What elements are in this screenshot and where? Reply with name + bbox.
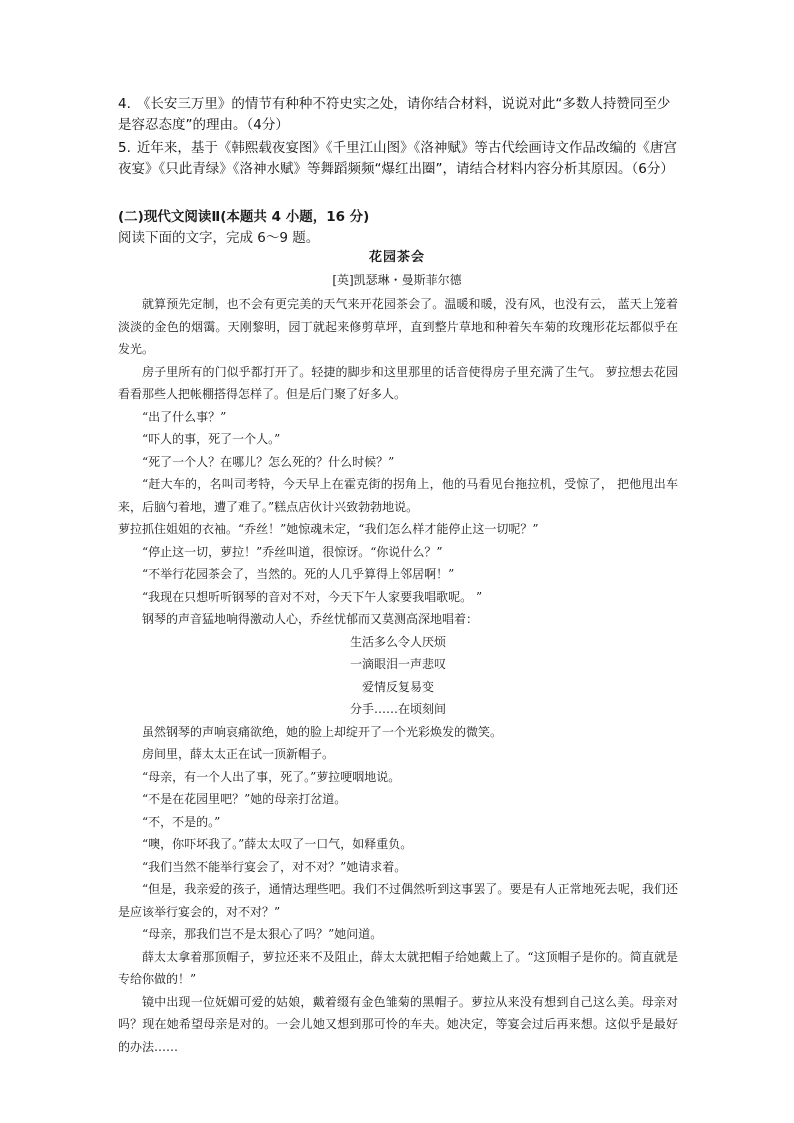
- poem-line: 爱情反复易变: [361, 679, 434, 694]
- question-number: 4.: [118, 96, 131, 112]
- story-body: [118, 293, 678, 1058]
- story-paragraph: “不举行花园茶会了，当然的。死的人几乎算得上邻居啊！”: [142, 567, 455, 581]
- poem-line: 分手……在顷刻间: [349, 702, 446, 716]
- question-text: 《长安三万里》的情节有种种不符史实之处，请你结合材料，说说对此“多数人持赞同至少是容忍态度”的理由。（4分）: [118, 96, 671, 133]
- story-paragraph: “不，不是的。”: [142, 814, 221, 829]
- story-paragraph: “噢，你吓坏我了。”薛太太叹了一口气，如释重负。: [142, 837, 413, 851]
- story-paragraph: “出了什么事？”: [142, 409, 227, 424]
- story-paragraph: “我们当然不能举行宴会了，对不对？”她请求着。: [142, 859, 407, 874]
- story-paragraph: 薛太太拿着那顶帽子，萝拉还来不及阻止，薛太太就把帽子给她戴上了。“这顶帽子是你的。简直就是专给你做的！”: [118, 949, 678, 986]
- question-number: 5.: [118, 140, 131, 156]
- story-paragraph: 房子里所有的门似乎都打开了。轻捷的脚步和这里那里的话音使得房子里充满了生气。 萝拉想去花园看看那些人把帐棚搭得怎样了。但是后门聚了好多人。: [118, 364, 678, 401]
- story-paragraph: “但是，我亲爱的孩子，通情达理些吧。我们不过偶然听到这事罢了。要是有人正常地死去呢，我们还是应该举行宴会的，对不对？”: [118, 882, 678, 919]
- section-title: (二)现代文阅读Ⅱ(本题共 4 小题，16 分): [118, 209, 370, 225]
- story-paragraph: “赶大车的，名叫司考特，今天早上在霍克街的拐角上，他的马看见台拖拉机，受惊了， 把他甩出车来，后脑勺着地，遭了难了。”糕点店伙计兴致勃勃地说。: [118, 477, 678, 514]
- section-instruction: 阅读下面的文字，完成 6～9 题。: [118, 230, 320, 246]
- story-paragraph: 房间里，薛太太正在试一顶新帽子。: [142, 747, 335, 761]
- story-paragraph: 虽然钢琴的声响哀痛欲绝，她的脸上却绽开了一个光彩焕发的微笑。: [142, 724, 503, 739]
- story-paragraph: “停止这一切，萝拉！”乔丝叫道，很惊讶。“你说什么？”: [142, 544, 443, 559]
- story-title: 花园茶会: [368, 250, 425, 265]
- story-paragraph: “不是在花园里吧？”她的母亲打岔道。: [142, 792, 347, 806]
- story-paragraph: 镜中出现一位妩媚可爱的姑娘，戴着缀有金色雏菊的黑帽子。萝拉从来没有想到自己这么美。母亲对吗？现在她希望母亲是对的。一会儿她又想到那可怜的车夫。她决定，等宴会过后再来想。这似乎是最好的办法……: [118, 994, 678, 1054]
- story-author: [英]凯瑟琳・曼斯菲尔德: [332, 273, 462, 287]
- question-4: [118, 94, 678, 136]
- story-paragraph: “我现在只想听听钢琴的音对不对，今天下午人家要我唱歌呢。 ”: [142, 589, 483, 604]
- story-paragraph: “母亲，有一个人出了事，死了。”萝拉哽咽地说。: [142, 769, 401, 784]
- story-paragraph: “母亲，那我们岂不是太狠心了吗？”她问道。: [142, 927, 383, 941]
- story-paragraph: 萝拉抓住姐姐的衣袖。“乔丝！”她惊魂未定，“我们怎么样才能停止这一切呢？”: [118, 522, 539, 536]
- question-text: 近年来，基于《韩熙载夜宴图》《千里江山图》《洛神赋》等古代绘画诗文作品改编的《唐宫夜宴》《只此青绿》《洛神水赋》等舞蹈频频“爆红出圈”，请结合材料内容分析其原因。（6分）: [118, 140, 677, 177]
- question-5: [118, 138, 678, 180]
- poem-line: 一滴眼泪一声悲叹: [349, 657, 446, 671]
- poem-line: 生活多么令人厌烦: [349, 634, 446, 649]
- story-paragraph: “死了一个人？在哪儿？怎么死的？什么时候？”: [142, 454, 395, 469]
- story-paragraph: 就算预先定制，也不会有更完美的天气来开花园茶会了。温暖和暖，没有风，也没有云， 蓝天上笼着淡淡的金色的烟霭。天刚黎明，园丁就起来修剪草坪，直到整片草地和种着矢车菊的玫瑰形花坛都似乎在发光。: [118, 297, 678, 356]
- story-paragraph: 钢琴的声音猛地响得激动人心，乔丝忧郁而又莫测高深地唱着：: [142, 612, 479, 626]
- story-paragraph: “吓人的事，死了一个人。”: [142, 432, 281, 446]
